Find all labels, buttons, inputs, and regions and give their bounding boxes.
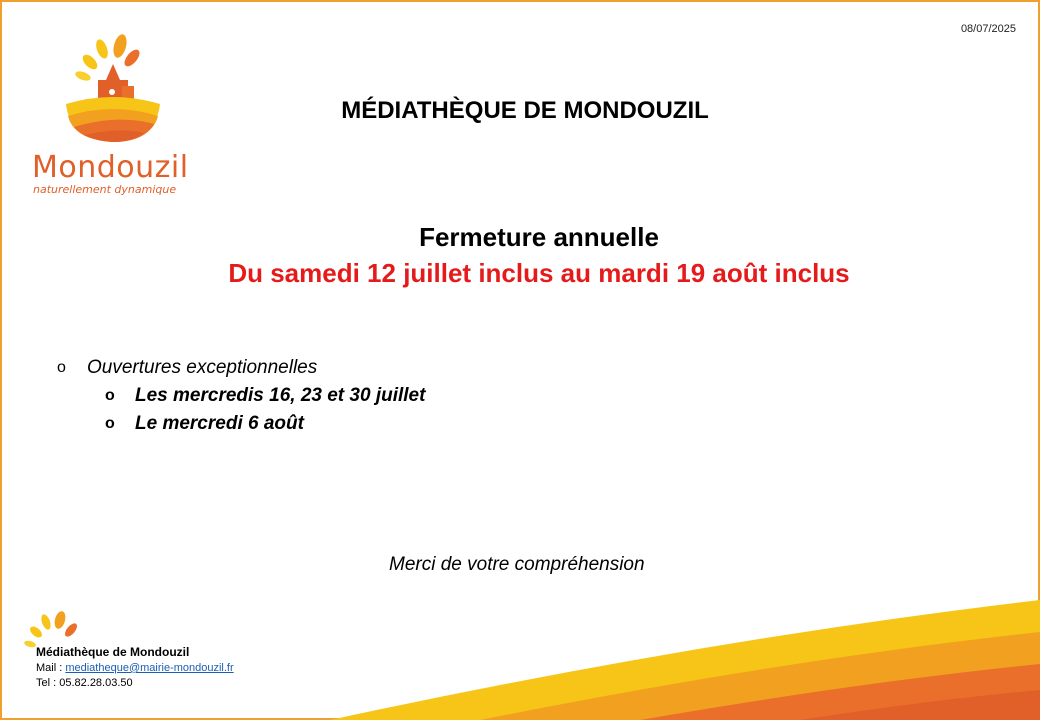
bullet-icon: o — [57, 359, 66, 376]
footer-mail-line — [36, 662, 234, 674]
page-title: MÉDIATHÈQUE DE MONDOUZIL — [341, 97, 709, 124]
logo-slogan: naturellement dynamique — [33, 183, 177, 196]
email-link[interactable]: mediatheque@mairie-mondouzil.fr — [65, 662, 234, 674]
closing-dates: Du samedi 12 juillet inclus au mardi 19 août inclus — [228, 258, 850, 288]
document-date: 08/07/2025 — [960, 23, 1016, 35]
opening-date: Les mercredis 16, 23 et 30 juillet — [135, 385, 426, 406]
footer-contact — [36, 645, 234, 692]
footer-tel: Tel : 05.82.28.03.50 — [36, 677, 133, 689]
footer-name: Médiathèque de Mondouzil — [36, 645, 190, 659]
mail-label: Mail : — [36, 662, 66, 674]
closing-heading: Fermeture annuelle — [419, 222, 659, 252]
bullet-icon: o — [105, 387, 115, 404]
openings-heading: Ouvertures exceptionnelles — [87, 357, 318, 378]
logo-name: Mondouzil — [32, 150, 189, 185]
bullet-icon: o — [105, 415, 115, 432]
thanks-message: Merci de votre compréhension — [389, 554, 645, 575]
opening-date: Le mercredi 6 août — [135, 413, 304, 434]
